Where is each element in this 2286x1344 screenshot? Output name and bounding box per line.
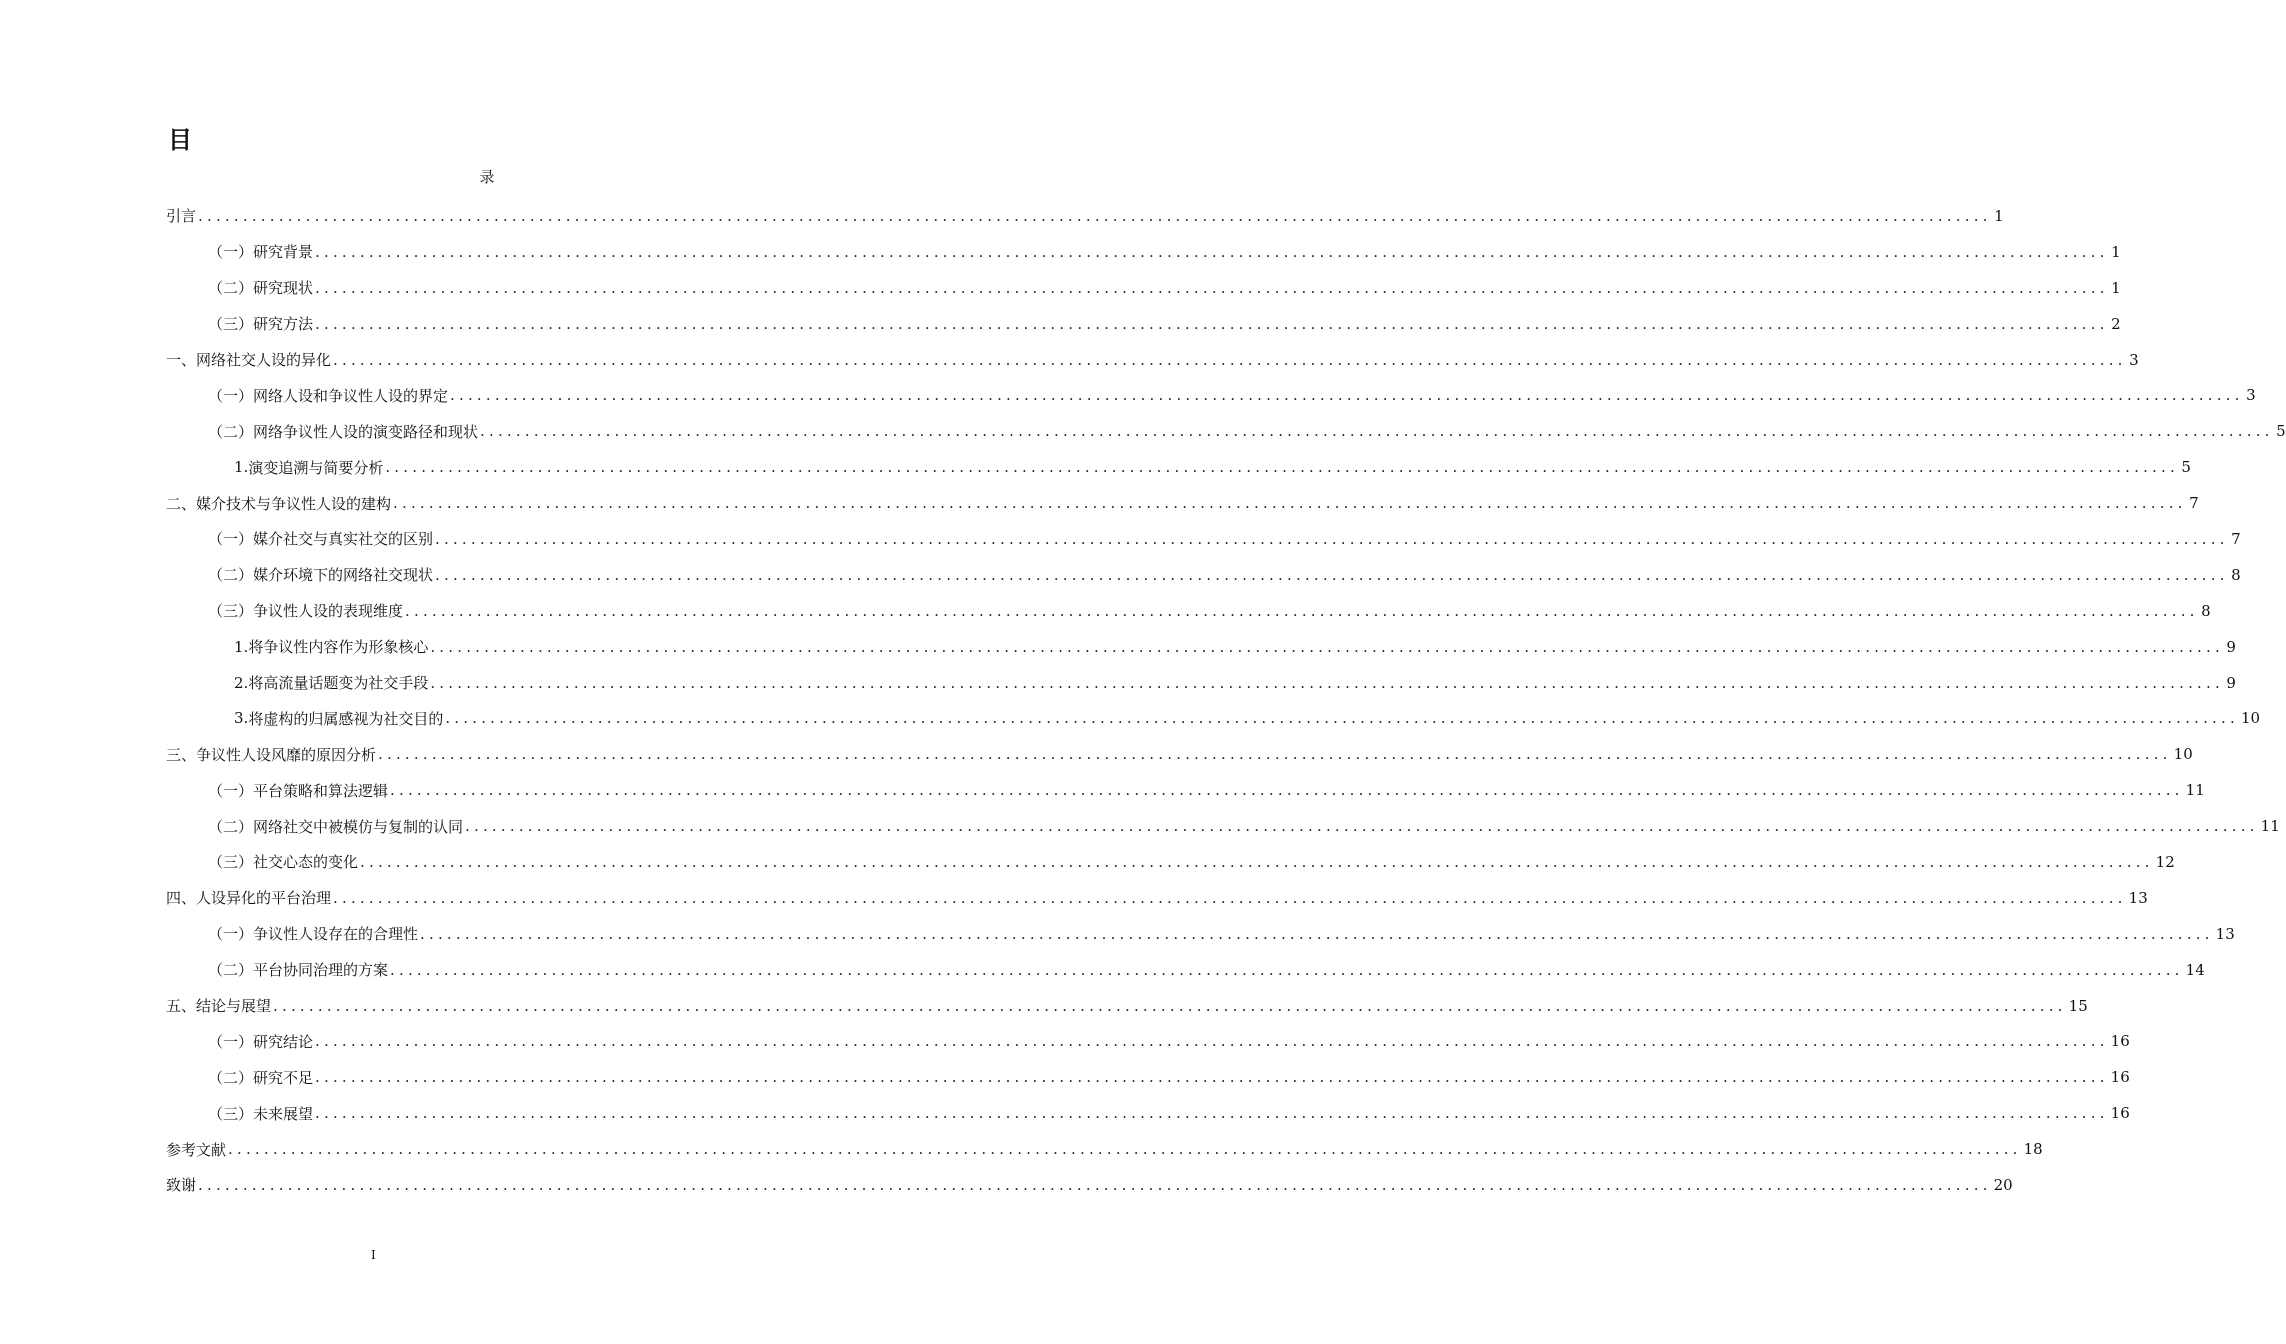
toc-entry-page: 10 bbox=[2173, 745, 2193, 764]
toc-entry-number: （一） bbox=[208, 1032, 254, 1051]
toc-entry-number: （二） bbox=[208, 961, 254, 980]
toc-entry[interactable] bbox=[166, 988, 2088, 1024]
toc-entry-number: 2. bbox=[234, 673, 249, 692]
toc-leader-dots: ........................................................................................................................................................................................................ bbox=[393, 494, 2187, 513]
toc-entry-number: （一） bbox=[208, 386, 254, 405]
toc-entry-page: 9 bbox=[2226, 673, 2236, 692]
toc-entry-page: 1 bbox=[2111, 278, 2121, 297]
toc-entry-page: 7 bbox=[2231, 529, 2241, 548]
toc-entry-number: （三） bbox=[208, 315, 254, 334]
toc-entry-title: 平台策略和算法逻辑 bbox=[253, 781, 389, 800]
toc-leader-dots: ........................................................................................................................................................................................................ bbox=[315, 1068, 2109, 1087]
toc-entry-title: 网络争议性人设的演变路径和现状 bbox=[253, 422, 479, 441]
toc-entry-title: 演变追溯与简要分析 bbox=[248, 458, 384, 477]
toc-entry-title: 平台协同治理的方案 bbox=[253, 961, 389, 980]
toc-entry[interactable] bbox=[166, 234, 2121, 270]
toc-entry-page: 13 bbox=[2215, 924, 2235, 943]
toc-leader-dots: ........................................................................................................................................................................................................ bbox=[390, 781, 2184, 800]
toc-entry-title: 研究现状 bbox=[253, 279, 314, 298]
toc-entry-page: 15 bbox=[2068, 996, 2088, 1015]
toc-leader-dots: ........................................................................................................................................................................................................ bbox=[333, 350, 2127, 369]
toc-entry[interactable] bbox=[166, 1095, 2130, 1131]
toc-entry[interactable] bbox=[166, 736, 2193, 772]
toc-entry-title: 研究方法 bbox=[253, 315, 314, 334]
toc-entry-title: 网络社交人设的异化 bbox=[196, 351, 332, 369]
toc-entry[interactable] bbox=[166, 844, 2175, 880]
toc-entry[interactable] bbox=[166, 952, 2205, 988]
toc-entry-page: 13 bbox=[2128, 888, 2148, 907]
toc-entry-page: 1 bbox=[2111, 242, 2121, 261]
toc-leader-dots: ........................................................................................................................................................................................................ bbox=[430, 637, 2224, 656]
toc-entry[interactable] bbox=[166, 306, 2121, 342]
toc-entry-page: 11 bbox=[2260, 817, 2280, 836]
toc-entry-title: 致谢 bbox=[166, 1176, 197, 1195]
toc-leader-dots: ........................................................................................................................................................................................................ bbox=[378, 745, 2172, 764]
toc-entry[interactable] bbox=[166, 1023, 2130, 1059]
toc-entry-page: 5 bbox=[2181, 458, 2191, 477]
toc-entry-title: 网络社交中被模仿与复制的认同 bbox=[253, 817, 464, 836]
toc-entry-title: 引言 bbox=[166, 207, 197, 226]
toc-entry[interactable] bbox=[166, 198, 2004, 234]
toc-entry-page: 16 bbox=[2110, 1032, 2130, 1051]
toc-entry-page: 18 bbox=[2023, 1140, 2043, 1159]
toc-entry-page: 12 bbox=[2155, 852, 2175, 871]
toc-entry-title: 研究背景 bbox=[253, 243, 314, 262]
toc-entry-title: 将虚构的归属感视为社交目的 bbox=[248, 709, 444, 728]
toc-entry[interactable] bbox=[166, 593, 2211, 629]
toc-title-second-char: 录 bbox=[479, 168, 495, 186]
toc-entry[interactable] bbox=[166, 1131, 2043, 1167]
toc-entry-number: 3. bbox=[234, 709, 249, 728]
toc-entry-number: （二） bbox=[208, 817, 254, 836]
toc-entry-title: 争议性人设风靡的原因分析 bbox=[196, 745, 377, 764]
toc-entry[interactable] bbox=[166, 557, 2241, 593]
toc-entry-number: （三） bbox=[208, 1104, 254, 1123]
toc-entry-number: 1. bbox=[234, 458, 249, 477]
toc-entry-page: 8 bbox=[2231, 565, 2241, 584]
toc-entry-number: （二） bbox=[208, 422, 254, 441]
toc-leader-dots: ........................................................................................................................................................................................................ bbox=[390, 960, 2184, 979]
toc-entry-title: 未来展望 bbox=[253, 1104, 314, 1123]
toc-entry-title: 参考文献 bbox=[166, 1140, 227, 1159]
toc-entry-title: 结论与展望 bbox=[196, 997, 272, 1016]
toc-leader-dots: ........................................................................................................................................................................................................ bbox=[435, 565, 2229, 584]
toc-leader-dots: ........................................................................................................................................................................................................ bbox=[198, 206, 1992, 225]
toc-leader-dots: ........................................................................................................................................................................................................ bbox=[273, 996, 2067, 1015]
toc-entry-number: 四、 bbox=[166, 889, 197, 908]
toc-entry-page: 1 bbox=[1994, 206, 2004, 225]
toc-leader-dots: ........................................................................................................................................................................................................ bbox=[435, 529, 2229, 548]
toc-entry-title: 媒介技术与争议性人设的建构 bbox=[196, 494, 392, 513]
toc-leader-dots: ........................................................................................................................................................................................................ bbox=[333, 888, 2127, 907]
toc-entry-number: 三、 bbox=[166, 745, 197, 764]
toc-entry[interactable] bbox=[166, 700, 2261, 736]
toc-entry-number: （二） bbox=[208, 279, 254, 298]
toc-entry-number: 1. bbox=[234, 637, 249, 656]
toc-leader-dots: ........................................................................................................................................................................................................ bbox=[430, 673, 2224, 692]
toc-entry-number: （三） bbox=[208, 602, 254, 621]
toc-entry-page: 8 bbox=[2201, 601, 2211, 620]
toc-entry-number: 五、 bbox=[166, 997, 197, 1016]
toc-leader-dots: ........................................................................................................................................................................................................ bbox=[405, 601, 2199, 620]
toc-entry[interactable] bbox=[166, 521, 2241, 557]
toc-entry-number: 一、 bbox=[166, 351, 197, 369]
toc-entry-title: 网络人设和争议性人设的界定 bbox=[253, 386, 449, 405]
toc-leader-dots: ........................................................................................................................................................................................................ bbox=[315, 242, 2109, 261]
toc-entry-page: 14 bbox=[2185, 960, 2205, 979]
toc-entry[interactable] bbox=[166, 808, 2280, 844]
toc-entry[interactable] bbox=[166, 342, 2139, 378]
toc-entry-title: 研究结论 bbox=[253, 1032, 314, 1051]
toc-leader-dots: ........................................................................................................................................................................................................ bbox=[228, 1140, 2022, 1159]
toc-entry-page: 5 bbox=[2276, 422, 2286, 441]
toc-entry-number: （一） bbox=[208, 781, 254, 800]
toc-entry-title: 将争议性内容作为形象核心 bbox=[248, 638, 429, 657]
toc-entry[interactable] bbox=[166, 665, 2236, 701]
toc-leader-dots: ........................................................................................................................................................................................................ bbox=[360, 852, 2154, 871]
toc-entry-title: 争议性人设存在的合理性 bbox=[253, 925, 419, 944]
toc-leader-dots: ........................................................................................................................................................................................................ bbox=[385, 458, 2179, 477]
page-number: I bbox=[371, 1248, 376, 1262]
toc-entry-title: 媒介环境下的网络社交现状 bbox=[253, 566, 434, 585]
toc-entry[interactable] bbox=[166, 1059, 2130, 1095]
toc-entry-title: 争议性人设的表现维度 bbox=[253, 602, 404, 621]
toc-entry-page: 16 bbox=[2110, 1068, 2130, 1087]
toc-entry-title: 社交心态的变化 bbox=[253, 853, 359, 872]
toc-entry-page: 2 bbox=[2111, 314, 2121, 333]
toc-leader-dots: ........................................................................................................................................................................................................ bbox=[480, 422, 2274, 441]
toc-entry-title: 研究不足 bbox=[253, 1068, 314, 1087]
toc-entry-number: （二） bbox=[208, 566, 254, 585]
toc-entry-page: 3 bbox=[2129, 350, 2139, 369]
toc-entry-title: 媒介社交与真实社交的区别 bbox=[253, 530, 434, 549]
toc-leader-dots: ........................................................................................................................................................................................................ bbox=[315, 314, 2109, 333]
toc-leader-dots: ........................................................................................................................................................................................................ bbox=[420, 924, 2214, 943]
toc-entry[interactable] bbox=[166, 880, 2148, 916]
toc-entry-page: 9 bbox=[2226, 637, 2236, 656]
toc-entry-number: 二、 bbox=[166, 494, 197, 513]
toc-entry-title: 将高流量话题变为社交手段 bbox=[248, 674, 429, 693]
toc-entry[interactable] bbox=[166, 772, 2205, 808]
toc-leader-dots: ........................................................................................................................................................................................................ bbox=[315, 1104, 2109, 1123]
toc-entry-number: （一） bbox=[208, 530, 254, 549]
toc-leader-dots: ........................................................................................................................................................................................................ bbox=[465, 817, 2259, 836]
toc-entry-page: 7 bbox=[2189, 494, 2199, 513]
toc-leader-dots: ........................................................................................................................................................................................................ bbox=[445, 709, 2239, 728]
toc-leader-dots: ........................................................................................................................................................................................................ bbox=[315, 278, 2109, 297]
toc-entry[interactable] bbox=[166, 270, 2121, 306]
toc-entry-page: 11 bbox=[2185, 781, 2205, 800]
toc-entry-page: 10 bbox=[2240, 709, 2261, 728]
toc-entry-number: （一） bbox=[208, 243, 254, 262]
toc-entry[interactable] bbox=[166, 1167, 2013, 1203]
toc-entry[interactable] bbox=[166, 413, 2286, 449]
toc-leader-dots: ........................................................................................................................................................................................................ bbox=[450, 386, 2244, 405]
toc-entry[interactable] bbox=[166, 377, 2256, 413]
toc-entry-number: （二） bbox=[208, 1068, 254, 1087]
toc-title-first-char: 目 bbox=[168, 125, 192, 154]
toc-entry[interactable] bbox=[166, 629, 2236, 665]
toc-entry[interactable] bbox=[166, 485, 2199, 521]
toc-leader-dots: ........................................................................................................................................................................................................ bbox=[198, 1175, 1992, 1194]
toc-entry-title: 人设异化的平台治理 bbox=[196, 889, 332, 908]
toc-entry[interactable] bbox=[166, 449, 2191, 485]
toc-entry[interactable] bbox=[166, 916, 2235, 952]
toc-entry-page: 3 bbox=[2246, 386, 2256, 405]
toc-entry-number: （一） bbox=[208, 925, 254, 944]
toc-leader-dots: ........................................................................................................................................................................................................ bbox=[315, 1032, 2109, 1051]
table-of-contents bbox=[166, 198, 2286, 1203]
toc-entry-page: 16 bbox=[2110, 1104, 2130, 1123]
toc-entry-page: 20 bbox=[1993, 1175, 2013, 1194]
toc-entry-number: （三） bbox=[208, 853, 254, 872]
